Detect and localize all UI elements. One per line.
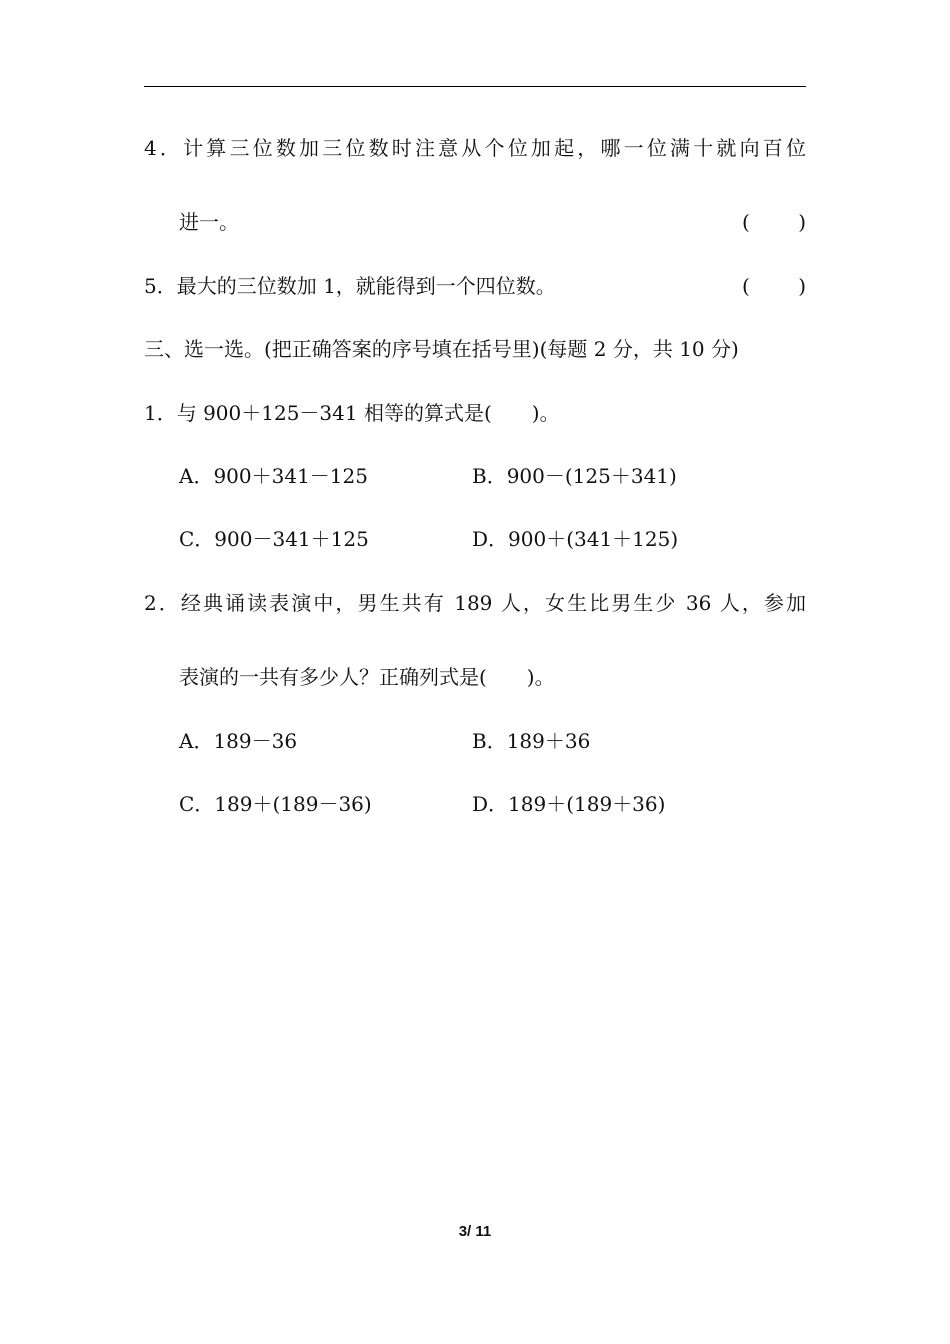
bracket-open: ( [742, 274, 750, 298]
q2-option-d[interactable]: D．189＋(189＋36) [472, 792, 666, 816]
q1-option-a[interactable]: A．900＋341－125 [179, 464, 368, 488]
choice-question-2-line-1: 2．经典诵读表演中，男生共有 189 人，女生比男生少 36 人，参加 [144, 591, 806, 615]
page-number: 3/ 11 [458, 1223, 492, 1240]
choice-question-1-stem: 1．与 900＋125－341 相等的算式是( )。 [144, 401, 560, 425]
q1-option-b[interactable]: B．900－(125＋341) [472, 464, 677, 488]
q1-option-c[interactable]: C．900－341＋125 [179, 527, 369, 551]
q2-option-a[interactable]: A．189－36 [179, 729, 298, 753]
question-4-line-1: 4．计算三位数加三位数时注意从个位加起，哪一位满十就向百位 [144, 136, 806, 160]
choice-question-2-line-2: 表演的一共有多少人？正确列式是( )。 [179, 665, 555, 689]
question-4-line-2 [179, 207, 806, 237]
question-5 [144, 271, 806, 301]
q2-option-c[interactable]: C．189＋(189－36) [179, 792, 372, 816]
header-rule [144, 86, 806, 87]
answer-bracket-q5[interactable] [742, 271, 806, 301]
question-5-text: 5．最大的三位数加 1，就能得到一个四位数。 [144, 274, 556, 298]
bracket-close: ) [798, 274, 806, 298]
answer-bracket-q4[interactable] [742, 207, 806, 237]
q2-option-b[interactable]: B．189＋36 [472, 729, 591, 753]
question-4-continuation: 进一。 [179, 210, 239, 234]
section-3-heading: 三、选一选。(把正确答案的序号填在括号里)(每题 2 分，共 10 分) [144, 337, 739, 361]
q1-option-d[interactable]: D．900＋(341＋125) [472, 527, 679, 551]
bracket-open: ( [742, 210, 750, 234]
bracket-close: ) [798, 210, 806, 234]
